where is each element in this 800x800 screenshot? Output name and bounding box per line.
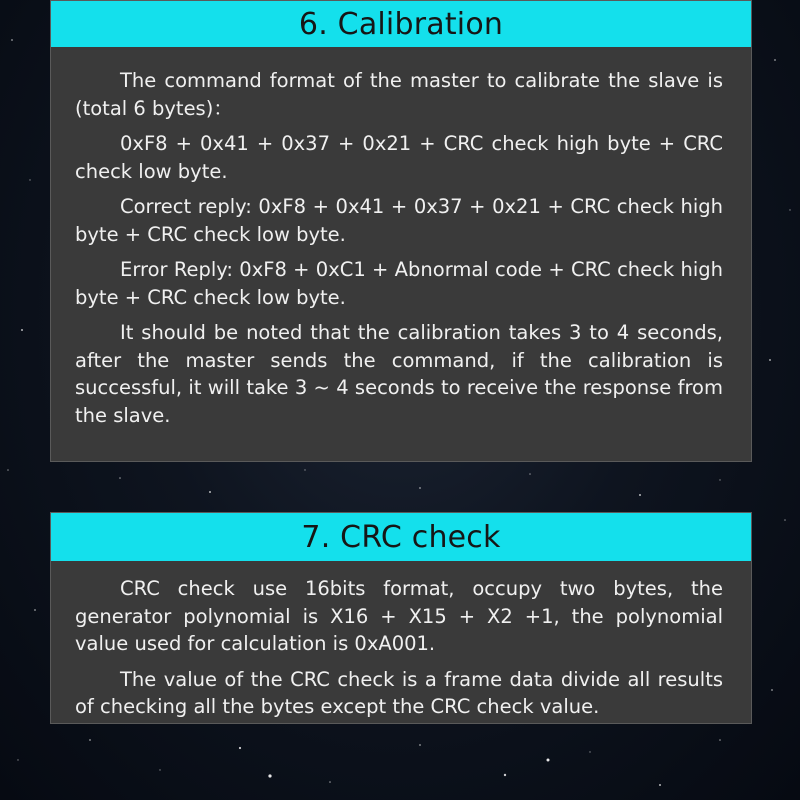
crc-body	[51, 561, 751, 721]
calibration-command-bytes: 0xF8 + 0x41 + 0x37 + 0x21 + CRC check high byte + CRC check low byte.	[75, 132, 723, 183]
crc-value-description: The value of the CRC check is a frame data divide all results of checking all the bytes except the CRC check value.	[75, 667, 723, 718]
calibration-command-format: The command format of the master to calibrate the slave is (total 6 bytes)：	[75, 69, 723, 120]
calibration-section	[50, 0, 752, 462]
calibration-correct-reply: Correct reply: 0xF8 + 0x41 + 0x37 + 0x21 + CRC check high byte + CRC check low byte.	[75, 195, 723, 246]
calibration-timing-note: It should be noted that the calibration takes 3 to 4 seconds, after the master sends the command, if the calibration is successful, it will take 3 ~ 4 seconds to receive the response from the slave.	[75, 321, 723, 427]
crc-format-description: CRC check use 16bits format, occupy two bytes, the generator polynomial is X16 + X15 + X2 +1, the polynomial value used for calculation is 0xA001.	[75, 577, 723, 655]
crc-heading: 7. CRC check	[51, 513, 751, 561]
calibration-heading: 6. Calibration	[51, 1, 751, 47]
crc-section	[50, 512, 752, 724]
calibration-error-reply: Error Reply: 0xF8 + 0xC1 + Abnormal code + CRC check high byte + CRC check low byte.	[75, 258, 723, 309]
calibration-body	[51, 47, 751, 429]
